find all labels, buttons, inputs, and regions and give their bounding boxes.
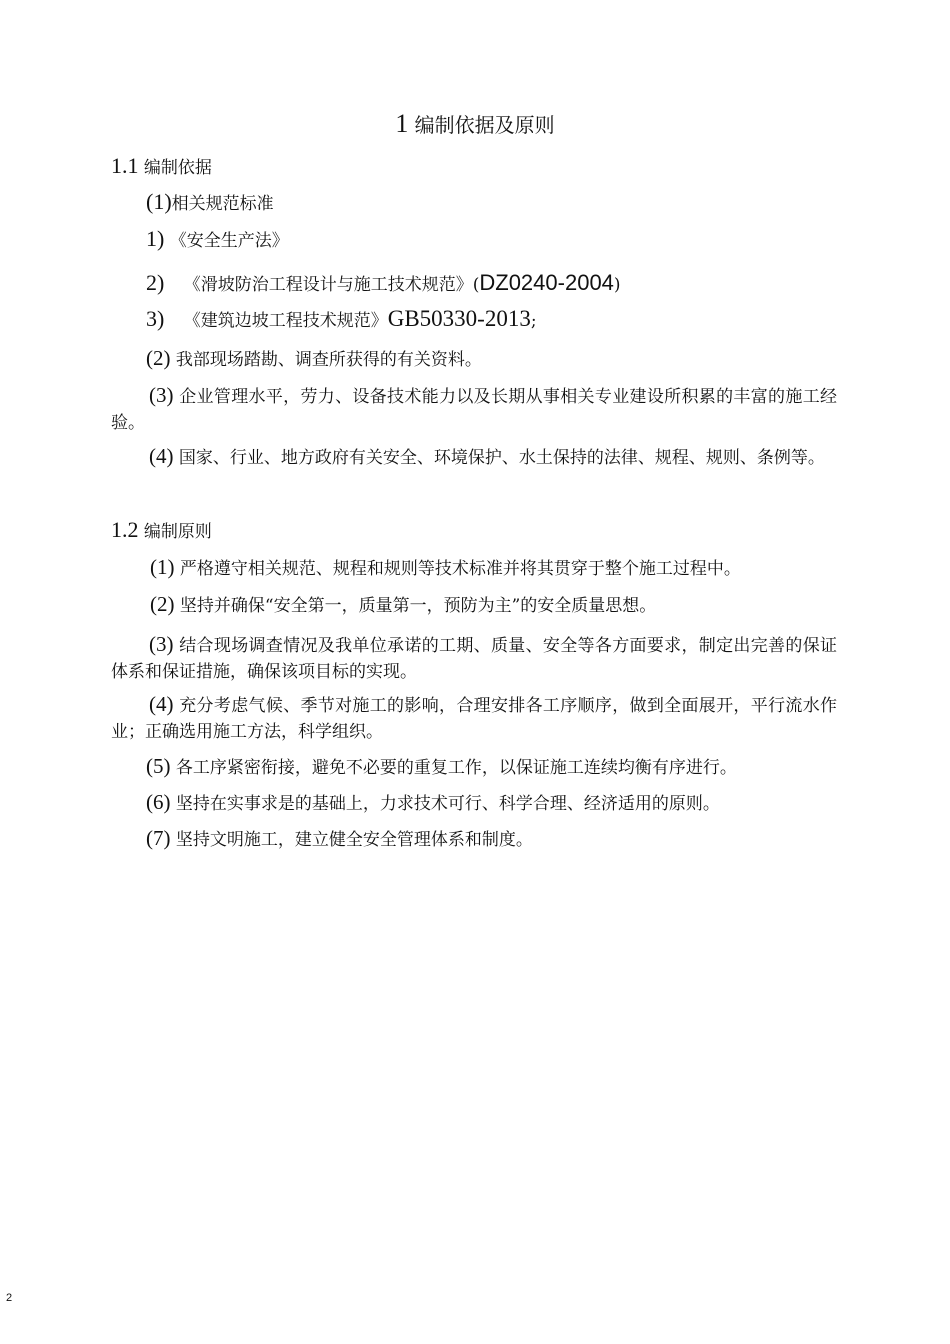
item-number: (1) <box>146 189 172 214</box>
item-text: 相关规范标准 <box>171 194 274 214</box>
item-number: (1) <box>150 555 175 579</box>
reference-number: 3) <box>146 306 165 331</box>
reference-item <box>146 270 621 298</box>
reference-text: 《建筑边坡工程技术规范》 <box>183 311 388 331</box>
section-heading-1-2 <box>111 517 212 545</box>
item-number: (3) <box>149 632 174 656</box>
item-text: 坚持在实事求是的基础上，力求技术可行、科学合理、经济适用的原则。 <box>175 794 720 814</box>
principle-item <box>111 631 837 685</box>
principle-item <box>146 789 720 817</box>
item-number: (4) <box>149 444 174 468</box>
item-text: 各工序紧密衔接，避免不必要的重复工作，以保证施工连续均衡有序进行。 <box>175 758 737 778</box>
principle-item <box>146 825 533 853</box>
principle-item <box>150 554 741 582</box>
item-text: 国家、行业、地方政府有关安全、环境保护、水土保持的法律、规程、规则、条例等。 <box>178 448 825 468</box>
reference-number: 1) <box>146 226 165 251</box>
item-number: (5) <box>146 754 171 778</box>
item-number: (7) <box>146 826 171 850</box>
title-number: 1 <box>395 109 409 138</box>
subsection-standards <box>146 189 274 217</box>
basis-item <box>111 382 837 436</box>
basis-item <box>146 345 482 373</box>
reference-text: 《安全生产法》 <box>169 231 289 251</box>
item-number: (4) <box>149 692 174 716</box>
section-heading-text: 编制依据 <box>143 158 212 178</box>
principle-item <box>150 591 656 619</box>
basis-item <box>111 443 837 471</box>
page-title <box>0 111 950 138</box>
item-text: 严格遵守相关规范、规程和规则等技术标准并将其贯穿于整个施工过程中。 <box>179 559 741 579</box>
item-number: (2) <box>146 346 171 370</box>
item-text: 我部现场踏勘、调查所获得的有关资料。 <box>175 350 482 370</box>
item-number: (3) <box>149 383 174 407</box>
section-heading-text: 编制原则 <box>143 522 212 542</box>
item-number: (6) <box>146 790 171 814</box>
item-text: 企业管理水平，劳力、设备技术能力以及长期从事相关专业建设所积累的丰富的施工经验。 <box>111 387 838 433</box>
reference-number: 2) <box>146 270 165 295</box>
section-number: 1.1 <box>111 153 139 178</box>
reference-code: DZ0240-2004 <box>479 270 614 295</box>
reference-item <box>146 226 289 254</box>
reference-text: 《滑坡防治工程设计与施工技术规范》( <box>183 275 480 295</box>
item-text: 坚持文明施工，建立健全安全管理体系和制度。 <box>175 830 533 850</box>
section-number: 1.2 <box>111 517 139 542</box>
reference-tail: ) <box>613 275 621 295</box>
reference-tail: ; <box>530 311 537 331</box>
title-text: 编制依据及原则 <box>414 113 555 137</box>
item-number: (2) <box>150 592 175 616</box>
reference-code: GB50330-2013 <box>387 306 531 331</box>
item-text: 充分考虑气候、季节对施工的影响，合理安排各工序顺序，做到全面展开，平行流水作业；正确选用施工方法，科学组织。 <box>111 696 838 742</box>
item-text: 坚持并确保“安全第一，质量第一，预防为主”的安全质量思想。 <box>179 596 657 616</box>
item-text: 结合现场调查情况及我单位承诺的工期、质量、安全等各方面要求，制定出完善的保证体系和保证措施，确保该项目标的实现。 <box>111 636 838 682</box>
reference-item <box>146 306 537 334</box>
principle-item <box>146 753 737 781</box>
page-number: 2 <box>6 1292 13 1304</box>
section-heading-1-1 <box>111 153 212 181</box>
principle-item <box>111 691 837 745</box>
